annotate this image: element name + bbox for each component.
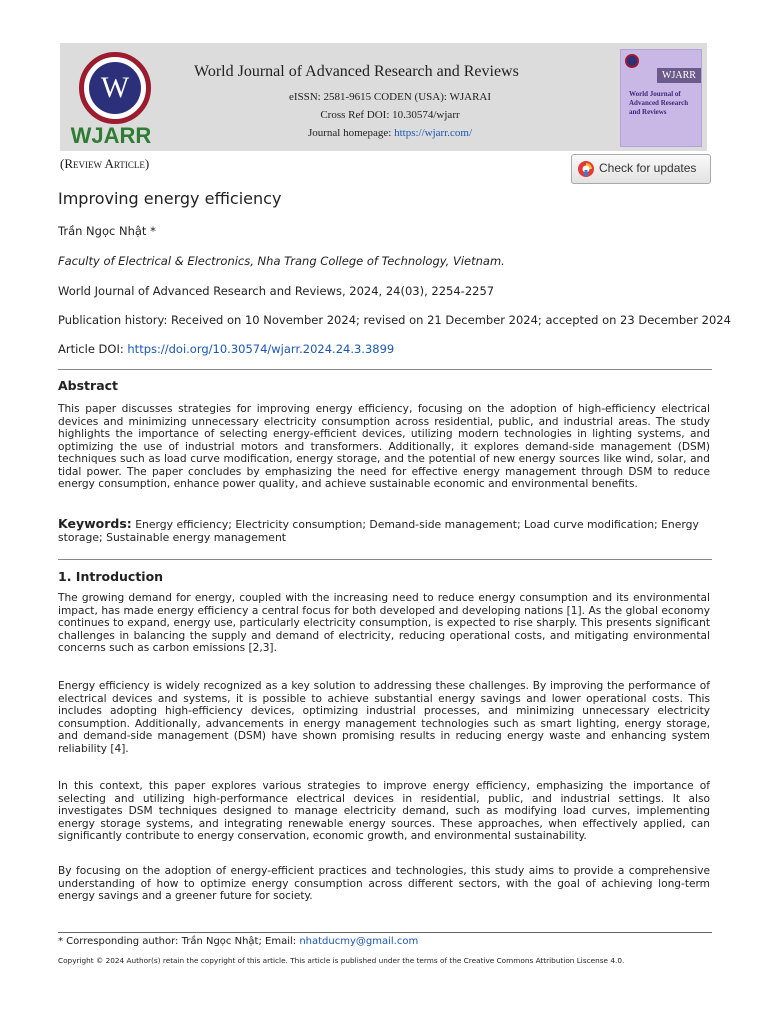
author-email-link[interactable]: nhatducmy@gmail.com (299, 936, 419, 947)
copyright-notice: Copyright © 2024 Author(s) retain the copyright of this article. This article is published under the terms of the Creative Commons Attribution Liscense 4.0. (58, 956, 625, 965)
introduction-heading: 1. Introduction (58, 569, 164, 584)
homepage-label: Journal homepage: (307, 127, 395, 139)
cover-title: World Journal of Advanced Research and Reviews (629, 90, 689, 116)
author: Trần Ngọc Nhật * (58, 224, 156, 238)
affiliation: Faculty of Electrical & Electronics, Nha Trang College of Technology, Vietnam. (58, 254, 505, 268)
divider (58, 369, 712, 370)
intro-paragraph-2: Energy efficiency is widely recognized as a key solution to addressing these challenges. By improving the performance of electrical devices and systems, it is possible to achieve substantial energy savings and lower operational costs. This includes adopting high-efficiency devices, optimizing industrial processes, and minimizing unnecessary electricity consumption. Additionally, advancements in energy management technologies such as smart lighting, energy storage, and demand-side management (DSM) have shown promising results in reducing energy waste and enhancing system reliability [4]. (58, 680, 710, 755)
keywords-text: Energy efficiency; Electricity consumption; Demand-side management; Load curve modification; Energy storage; Sustainable energy management (58, 518, 699, 544)
article-title: Improving energy efficiency (58, 189, 282, 208)
article-doi (58, 342, 394, 356)
homepage-link[interactable]: https://wjarr.com/ (394, 127, 473, 139)
intro-paragraph-1: The growing demand for energy, coupled with the increasing need to reduce energy consumption and its environmental impact, has made energy efficiency a central focus for both developed and developing nations [1]. As the global economy continues to expand, energy use, particularly electricity consumption, is expected to rise sharply. This presents significant challenges in balancing the supply and demand of electricity, reducing operational costs, and mitigating environmental concerns such as carbon emissions [2,3]. (58, 592, 710, 654)
intro-paragraph-3: In this context, this paper explores various strategies to improve energy efficiency, emphasizing the importance of selecting and utilizing high-performance electrical devices in residential, public, and industrial settings. It also investigates DSM techniques designed to manage electricity demand, such as modifying load curves, implementing energy storage systems, and integrating renewable energy sources. These approaches, when effectively applied, can significantly contribute to energy conservation, economic growth, and environmental sustainability. (58, 780, 710, 842)
cover-tag: WJARR (657, 68, 701, 83)
abstract-text: This paper discusses strategies for improving energy efficiency, focusing on the adoption of high-efficiency electrical devices and minimizing unnecessary electricity consumption across residential, public, and industrial areas. The study highlights the importance of selecting energy-efficient devices, utilizing modern technologies in lighting systems, and optimizing the use of industrial motors and transformers. Additionally, it explores demand-side management (DSM) techniques such as load curve modification, energy storage, and the potential of new energy sources like wind, solar, and tidal power. The paper concludes by emphasizing the need for effective energy management through DSM to reduce energy consumption, enhance power quality, and achieve sustainable economic and environmental benefits. (58, 403, 710, 490)
journal-title: World Journal of Advanced Research and Reviews (194, 63, 519, 80)
abstract-heading: Abstract (58, 378, 119, 393)
crossmark-icon (577, 160, 595, 178)
footnote-divider (58, 932, 712, 933)
article-type: (Review Article) (60, 156, 150, 171)
publication-history: Publication history: Received on 10 November 2024; revised on 21 December 2024; accepted on 23 December 2024 (58, 313, 731, 327)
issn-line: eISSN: 2581-9615 CODEN (USA): WJARAI (288, 91, 492, 103)
logo-ring (79, 52, 151, 124)
homepage-line (190, 127, 590, 139)
corresponding-author-label: * Corresponding author: Trần Ngọc Nhật; Email: (58, 936, 300, 947)
keywords (58, 517, 710, 544)
keywords-label: Keywords: (58, 516, 132, 531)
cover-badge-icon (625, 54, 639, 68)
citation: World Journal of Advanced Research and Reviews, 2024, 24(03), 2254-2257 (58, 284, 495, 298)
journal-logo (70, 51, 170, 149)
journal-cover (620, 49, 702, 147)
journal-header (60, 43, 707, 151)
corresponding-author (58, 936, 418, 947)
intro-paragraph-4: By focusing on the adoption of energy-efficient practices and technologies, this study aims to provide a comprehensive understanding of how to optimize energy consumption across different sectors, with the goal of achieving long-term energy savings and a greener future for society. (58, 865, 710, 902)
check-for-updates-button[interactable] (571, 154, 711, 184)
logo-text: WJARR (70, 123, 152, 148)
crossref-doi: Cross Ref DOI: 10.30574/wjarr (320, 109, 460, 121)
doi-label: Article DOI: (58, 342, 128, 356)
check-for-updates-label: Check for updates (599, 161, 697, 175)
doi-link[interactable]: https://doi.org/10.30574/wjarr.2024.24.3.3899 (127, 342, 395, 356)
logo-letter: W (89, 62, 141, 114)
divider (58, 559, 712, 560)
